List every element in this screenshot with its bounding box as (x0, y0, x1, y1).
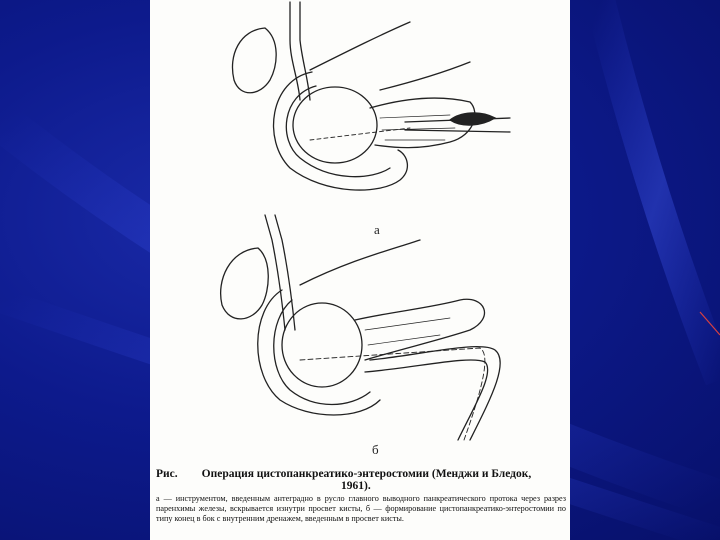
gallbladder-a (232, 28, 276, 93)
caption-title-line (156, 468, 566, 480)
gallbladder-b (221, 248, 269, 319)
caption-body: а — инструментом, введенным антеградно в русло главного выводного панкреатического протока через разрез паренхимы железы, вскрывается изнутри просвет кисты, б — формирование цистопанкреатико-энтеростомии по типу конец в бок с внутренним дренажем, введенным в просвет кисты. (156, 494, 566, 523)
caption-lead: Рис. (156, 468, 178, 480)
caption-title: Операция цистопанкреатико-энтеростомии (Менджи и Бледок, (201, 468, 532, 480)
document-page (150, 0, 570, 540)
caption-year: 1961). (341, 480, 371, 492)
pancreatic-cyst-b (282, 303, 362, 387)
surgical-illustration (150, 0, 570, 460)
internal-drain (300, 348, 485, 440)
pancreatic-cyst-a (293, 87, 377, 163)
panel-label-a: а (374, 222, 380, 237)
panel-label-b: б (372, 442, 379, 457)
figure-caption (156, 468, 566, 524)
